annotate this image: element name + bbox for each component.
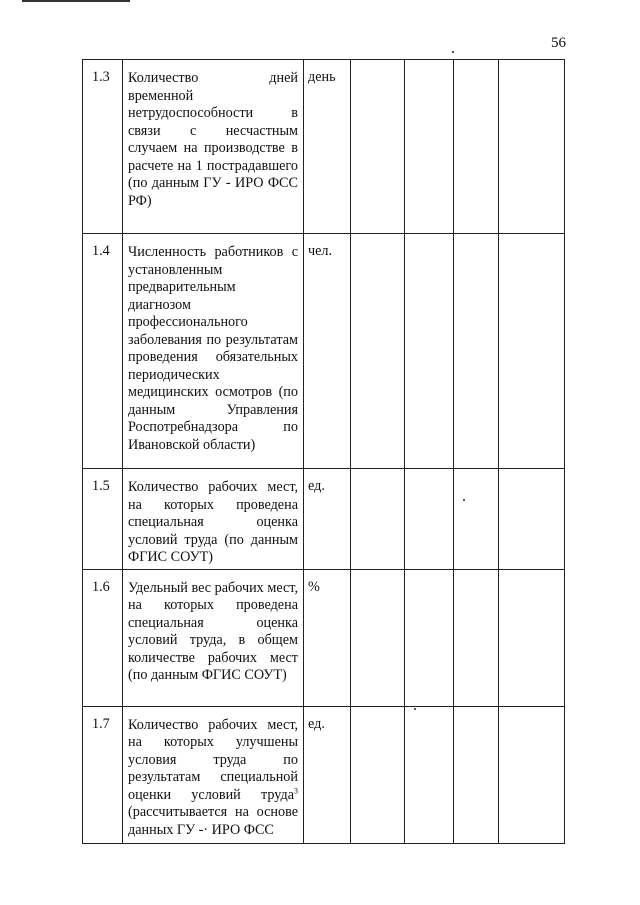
row-number: 1.5 <box>83 469 123 570</box>
row-number: 1.4 <box>83 234 123 469</box>
empty-cell <box>351 60 405 234</box>
table-row <box>83 706 565 843</box>
empty-cell <box>351 234 405 469</box>
row-unit: ед. <box>304 706 351 843</box>
empty-cell <box>454 706 499 843</box>
row-description: Количество рабочих мест, на которых проведена специальная оценка условий труда (по данным ФГИС СОУТ) <box>123 469 304 570</box>
row-description-text: Количество рабочих мест, на которых улучшены условия труда по результатам специальной оценки условий труда <box>128 716 298 803</box>
empty-cell <box>454 569 499 706</box>
row-description-tail: (рассчитывается на основе данных ГУ -· ИРО ФСС <box>128 804 298 838</box>
table-row <box>83 469 565 570</box>
top-rule <box>22 0 130 2</box>
row-description: Количество дней временной нетрудоспособности в связи с несчастным случаем на производстве в расчете на 1 пострадавшего (по данным ГУ - ИРО ФСС РФ) <box>123 60 304 234</box>
empty-cell <box>405 569 454 706</box>
table-row <box>83 234 565 469</box>
empty-cell <box>405 60 454 234</box>
row-number: 1.7 <box>83 706 123 843</box>
row-unit: день <box>304 60 351 234</box>
row-description: Удельный вес рабочих мест, на которых проведена специальная оценка условий труда, в общем количестве рабочих мест (по данным ФГИС СОУТ) <box>123 569 304 706</box>
table-row <box>83 60 565 234</box>
empty-cell <box>405 234 454 469</box>
footnote-marker: 3 <box>294 785 298 795</box>
row-description <box>123 706 304 843</box>
row-number: 1.6 <box>83 569 123 706</box>
table-row <box>83 569 565 706</box>
empty-cell <box>499 469 565 570</box>
empty-cell <box>499 569 565 706</box>
empty-cell <box>454 469 499 570</box>
empty-cell <box>351 706 405 843</box>
empty-cell <box>454 60 499 234</box>
empty-cell <box>405 706 454 843</box>
empty-cell <box>454 234 499 469</box>
row-number: 1.3 <box>83 60 123 234</box>
empty-cell <box>499 60 565 234</box>
page-number: 56 <box>551 35 566 51</box>
empty-cell <box>405 469 454 570</box>
row-unit: чел. <box>304 234 351 469</box>
empty-cell <box>499 234 565 469</box>
scan-speck <box>452 51 454 53</box>
empty-cell <box>351 469 405 570</box>
indicators-table <box>82 59 565 844</box>
row-description: Численность работников с установленным предварительным диагнозом профессионального заболевания по результатам проведения обязательных периодических медицинских осмотров (по данным Управления Роспотребнадзора по Ивановской области) <box>123 234 304 469</box>
empty-cell <box>351 569 405 706</box>
empty-cell <box>499 706 565 843</box>
row-unit: ед. <box>304 469 351 570</box>
row-unit: % <box>304 569 351 706</box>
